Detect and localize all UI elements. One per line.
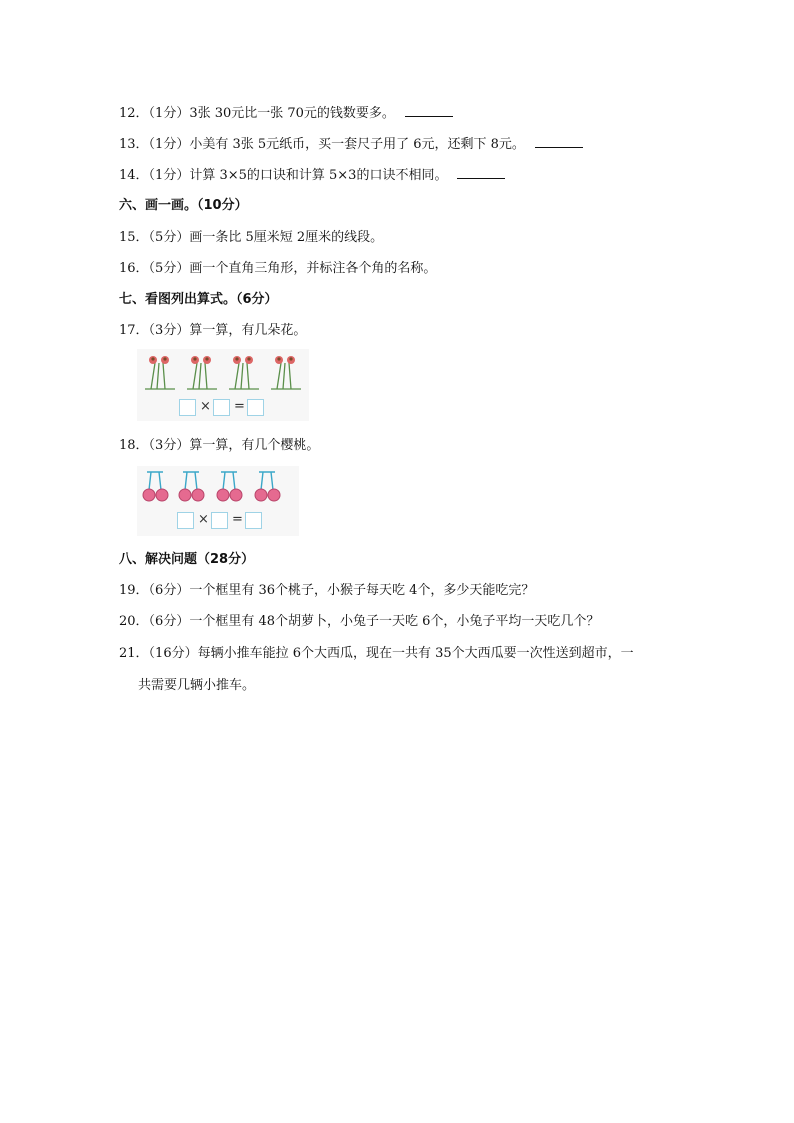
answer-box[interactable]: [245, 512, 262, 529]
answer-blank[interactable]: [535, 135, 583, 148]
question-20: 20．（6分）一个框里有 48个胡萝卜，小兔子一天吃 6个，小兔子平均一天吃几个？: [119, 614, 600, 629]
question-18: 18．（3分）算一算，有几个樱桃。: [119, 438, 320, 453]
question-14: 14．（1分）计算 3×5的口诀和计算 5×3的口诀不相同。: [119, 166, 505, 185]
question-15: 15．（5分）画一条比 5厘米短 2厘米的线段。: [119, 230, 384, 245]
answer-blank[interactable]: [457, 166, 505, 179]
section-heading-6: 六、画一画。（10分）: [119, 198, 248, 213]
question-17: 17．（3分）算一算，有几朵花。: [119, 323, 307, 338]
cherries-illustration: [137, 466, 299, 506]
question-16: 16．（5分）画一个直角三角形，并标注各个角的名称。: [119, 261, 437, 276]
answer-box[interactable]: [177, 512, 194, 529]
answer-blank[interactable]: [405, 104, 453, 117]
question-13: 13．（1分）小美有 3张 5元纸币，买一套尺子用了 6元，还剩下 8元。: [119, 135, 583, 154]
equals-sign: =: [232, 512, 243, 527]
flowers-figure: [137, 349, 309, 421]
answer-box[interactable]: [213, 399, 230, 416]
answer-box[interactable]: [179, 399, 196, 416]
times-sign: ×: [198, 512, 209, 527]
equals-sign: =: [234, 399, 245, 414]
flowers-illustration: [137, 349, 309, 395]
times-sign: ×: [200, 399, 211, 414]
answer-box[interactable]: [211, 512, 228, 529]
cherries-figure: [137, 466, 299, 536]
answer-box[interactable]: [247, 399, 264, 416]
question-21-continued: 共需要几辆小推车。: [138, 678, 256, 693]
question-19: 19．（6分）一个框里有 36个桃子，小猴子每天吃 4个，多少天能吃完？: [119, 583, 535, 598]
section-heading-7: 七、看图列出算式。（6分）: [119, 292, 278, 307]
question-21: 21．（16分）每辆小推车能拉 6个大西瓜，现在一共有 35个大西瓜要一次性送到超市，一: [119, 646, 634, 661]
question-12: 12．（1分）3张 30元比一张 70元的钱数要多。: [119, 104, 453, 123]
section-heading-8: 八、解决问题（28分）: [119, 552, 255, 567]
